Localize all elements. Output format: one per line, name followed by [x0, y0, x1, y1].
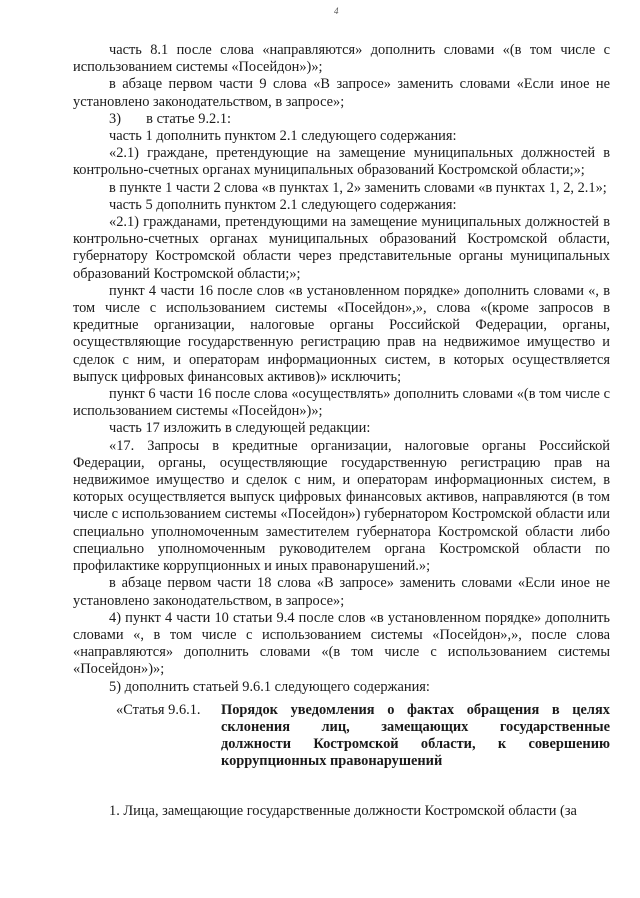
paragraph: часть 1 дополнить пунктом 2.1 следующего содержания:: [109, 128, 457, 145]
paragraph: часть 17 изложить в следующей редакции:: [109, 420, 371, 437]
paragraph: часть 5 дополнить пунктом 2.1 следующего содержания:: [109, 196, 457, 213]
spacer: [73, 771, 610, 803]
paragraph: 4) пункт 4 части 10 статьи 9.4 после слов «в установленном порядке» дополнить словами «, в том числе с использованием системы «Посейдон»,», после слова «направляются» дополнить словами «(в том числе с использованием системы «Посейдон»)»;: [73, 609, 610, 678]
paragraph: часть 8.1 после слова «направляются» дополнить словами «(в том числе с использованием системы «Посейдон»)»;: [73, 42, 610, 76]
paragraph: в пункте 1 части 2 слова «в пунктах 1, 2» заменить словами «в пунктах 1, 2, 2.1»;: [109, 179, 607, 196]
article-title: [221, 702, 610, 771]
paragraph: пункт 6 части 16 после слова «осуществлять» дополнить словами «(в том числе с использованием системы «Посейдон»)»;: [73, 386, 610, 420]
article-title-line: Порядок уведомления о фактах обращения в целях: [221, 701, 610, 718]
article-heading: [73, 702, 610, 771]
paragraph: в абзаце первом части 9 слова «В запросе» заменить словами «Если иное не установлено законодательством, в запросе»;: [73, 76, 610, 110]
paragraph: «2.1) граждане, претендующие на замещение муниципальных должностей в контрольно-счетных органах муниципальных образований Костромской области;»;: [73, 145, 610, 179]
paragraph-item-3: 3) в статье 9.2.1:: [109, 110, 232, 127]
article-title-line: коррупционных правонарушений: [221, 753, 443, 770]
page-number-mark: 4: [334, 6, 339, 16]
article-first-paragraph: 1. Лица, замещающие государственные должности Костромской области (за: [109, 802, 577, 819]
document-body: [73, 42, 610, 820]
article-title-line: склонения лиц, замещающих государственные: [221, 718, 610, 735]
paragraph: в абзаце первом части 18 слова «В запросе» заменить словами «Если иное не установлено законодательством, в запросе»;: [73, 575, 610, 609]
article-number: «Статья 9.6.1.: [116, 701, 201, 718]
paragraph: «17. Запросы в кредитные организации, налоговые органы Российской Федерации, органы, осуществляющие государственную регистрацию прав на недвижимое имущество и сделок с ним, и операторам информационных систем, в которых осуществляется выпуск цифровых финансовых активов, направляются (в том числе с использованием системы «Посейдон») губернатором Костромской области или специально уполномоченным заместителем губернатора Костромской области либо специально уполномоченным руководителем органа Костромской области по профилактике коррупционных и иных правонарушений.»;: [73, 437, 610, 575]
article-title-line: должности Костромской области, к совершению: [221, 736, 610, 753]
paragraph: 5) дополнить статьей 9.6.1 следующего содержания:: [109, 678, 430, 695]
paragraph: пункт 4 части 16 после слов «в установленном порядке» дополнить словами «, в том числе с использованием системы «Посейдон»,», слова «(кроме запросов в кредитные организации, налоговые органы Российской Федерации, органы, осуществляющие государственную регистрацию прав на недвижимое имущество и сделок с ним, и операторам информационных систем, в которых осуществляется выпуск цифровых финансовых активов)» исключить;: [73, 282, 610, 385]
paragraph: «2.1) гражданами, претендующими на замещение муниципальных должностей в контрольно-счетных органах муниципальных образований Костромской области, губернатору Костромской области через представительные органы муниципальных образований Костромской области;»;: [73, 214, 610, 282]
